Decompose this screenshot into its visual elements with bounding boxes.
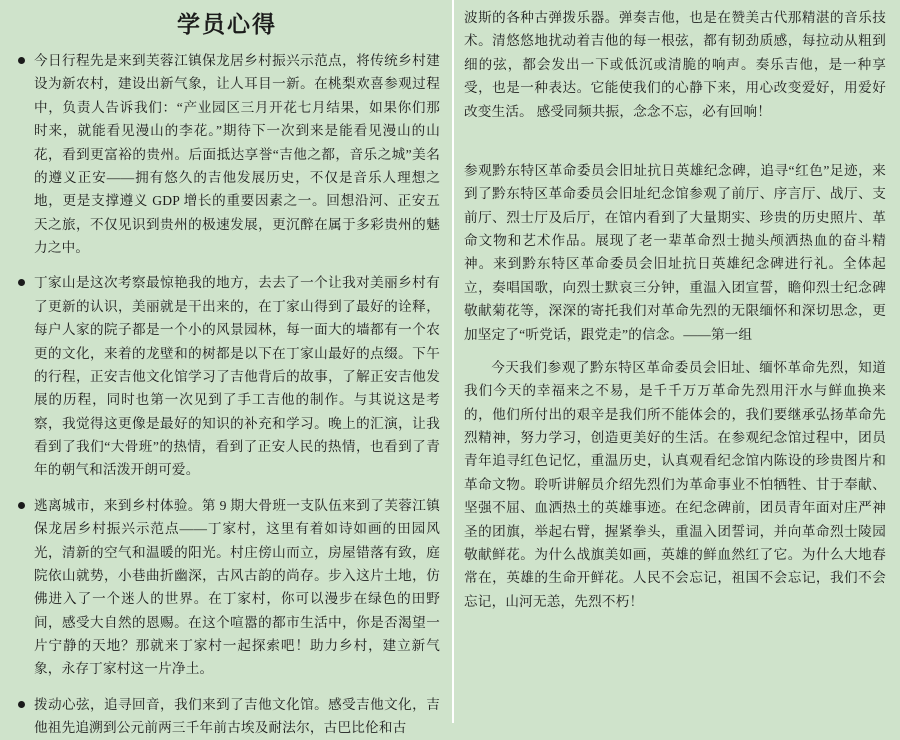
- paragraph: 波斯的各种古弹拨乐器。弹奏吉他，也是在赞美古代那精湛的音乐技术。清悠悠地扰动着吉他的每一根弦，都有韧劲质感，每拉动从粗到细的弦，都会发出一下或低沉或清脆的响声。奏乐吉他，是一种享受，也是一种表达。它能使我们的心静下来，用心改变爱好，用爱好改变生活。 感受同频共振，念念不忘，必有回响！: [464, 10, 886, 119]
- list-item: [14, 693, 440, 740]
- list-item-text: 拨动心弦，追寻回音，我们来到了吉他文化馆。感受吉他文化，吉他祖先追溯到公元前两三千年前古埃及耐法尔，古巴比伦和古: [34, 696, 440, 736]
- paragraph: 参观黔东特区革命委员会旧址抗日英雄纪念碑，追寻“红色”足迹，来到了黔东特区革命委员会旧址纪念馆参观了前厅、序言厅、战厅、支前厅、烈士厅及后厅，在馆内看到了大量期实、珍贵的历史照片、革命文物和艺术作品。展现了老一辈革命烈士抛头颅洒热血的奋斗精神。来到黔东特区革命委员会旧址抗日英雄纪念碑进行礼。全体起立，奏唱国歌，向烈士默哀三分钟，重温入团宣誓，瞻仰烈士纪念碑敬献菊花等，深深的寄托我们对革命先烈的无限缅怀和深切思念，更加坚定了“听党话，跟党走”的信念。——第一组: [464, 162, 886, 342]
- left-column: [0, 0, 452, 736]
- list-item-text: 丁家山是这次考察最惊艳我的地方，去去了一个让我对美丽乡村有了更新的认识，美丽就是干出来的，在丁家山得到了最好的诠释，每户人家的院子都是一个小的风景园林，每一面大的墙都有一个农更的文化，来着的龙壁和的树都是以下在丁家山最好的点缀。下午的行程，正安吉他文化馆学习了吉他背后的故事，了解正安吉他发展的历程，同时也第一次见到了手工吉他的制作。与其说这是考察，我觉得这更像是最好的知识的补充和学习。晚上的汇演，让我看到了我们“大骨班”的热情，看到了正安人民的热情，也看到了青年的朝气和活泼开朗可爱。: [34, 275, 440, 478]
- list-item-text: 逃离城市，来到乡村体验。第 9 期大骨班一支队伍来到了芙蓉江镇保龙居乡村振兴示范点——丁家村，这里有着如诗如画的田园风光，清新的空气和温暖的阳光。村庄傍山而立，房屋错落有致，庭院依山就势，小巷曲折幽深，古风古韵的尚存。步入这片土地，仿佛进入了一个迷人的世界。在丁家村，你可以漫步在绿色的田野间，感受大自然的恩赐。在这个喧嚣的都市生活中，你是否渴望一片宁静的天地？那就来丁家村一起探索吧！助力乡村，建立新气象，永存丁家村这一片净土。: [34, 497, 440, 677]
- list-item: [14, 271, 440, 481]
- list-item: [14, 49, 440, 259]
- bullet-dot-icon: [18, 502, 25, 509]
- bullet-dot-icon: [18, 701, 25, 708]
- bullet-dot-icon: [18, 279, 25, 286]
- list-item-text: 今日行程先是来到芙蓉江镇保龙居乡村振兴示范点，将传统乡村建设为新农村，建设出新气象，让人耳目一新。在桃梨欢喜参观过程中，负责人告诉我们：“产业园区三月开花七月结果，如果你们那时来，就能看见漫山的李花。”期待下一次到来是能看见漫山的山花，看到更富裕的贵州。后面抵达享誉“吉他之都，音乐之城”美名的遵义正安——拥有悠久的吉他发展历史，不仅是音乐人理想之地，更是支撑遵义 GDP 增长的重要因素之一。回想沿河、正安五天之旅，不仅见识到贵州的极速发展，更沉醉在属于多彩贵州的魅力之中。: [34, 53, 440, 255]
- bullet-dot-icon: [18, 57, 25, 64]
- page-title: 学员心得: [177, 12, 277, 37]
- right-column: [452, 0, 900, 723]
- paragraph-spacer: [464, 133, 886, 159]
- paragraph: 今天我们参观了黔东特区革命委员会旧址、缅怀革命先烈，知道我们今天的幸福来之不易，是千千万万革命先烈用汗水与鲜血换来的，他们所付出的艰辛是我们所不能体会的，我们要继承弘扬革命先烈精神，努力学习，创造更美好的生活。在参观纪念馆过程中，团员青年追寻红色记忆，重温历史，认真观看纪念馆内陈设的珍贵图片和革命文物。聆听讲解员介绍先烈们为革命事业不怕牺牲、甘于奉献、坚强不屈、血洒热土的英雄事迹。在纪念碑前，团员青年面对庄严神圣的团旗，举起右臂，握紧拳头，重温入团誓词，并向革命烈士陵园敬献鲜花。为什么战旗美如画，英雄的鲜血然红了它。为什么大地春常在，英雄的生命开鲜花。人民不会忘记，祖国不会忘记，我们不会忘记，山河无恙，先烈不朽！: [464, 359, 886, 609]
- list-item: [14, 494, 440, 681]
